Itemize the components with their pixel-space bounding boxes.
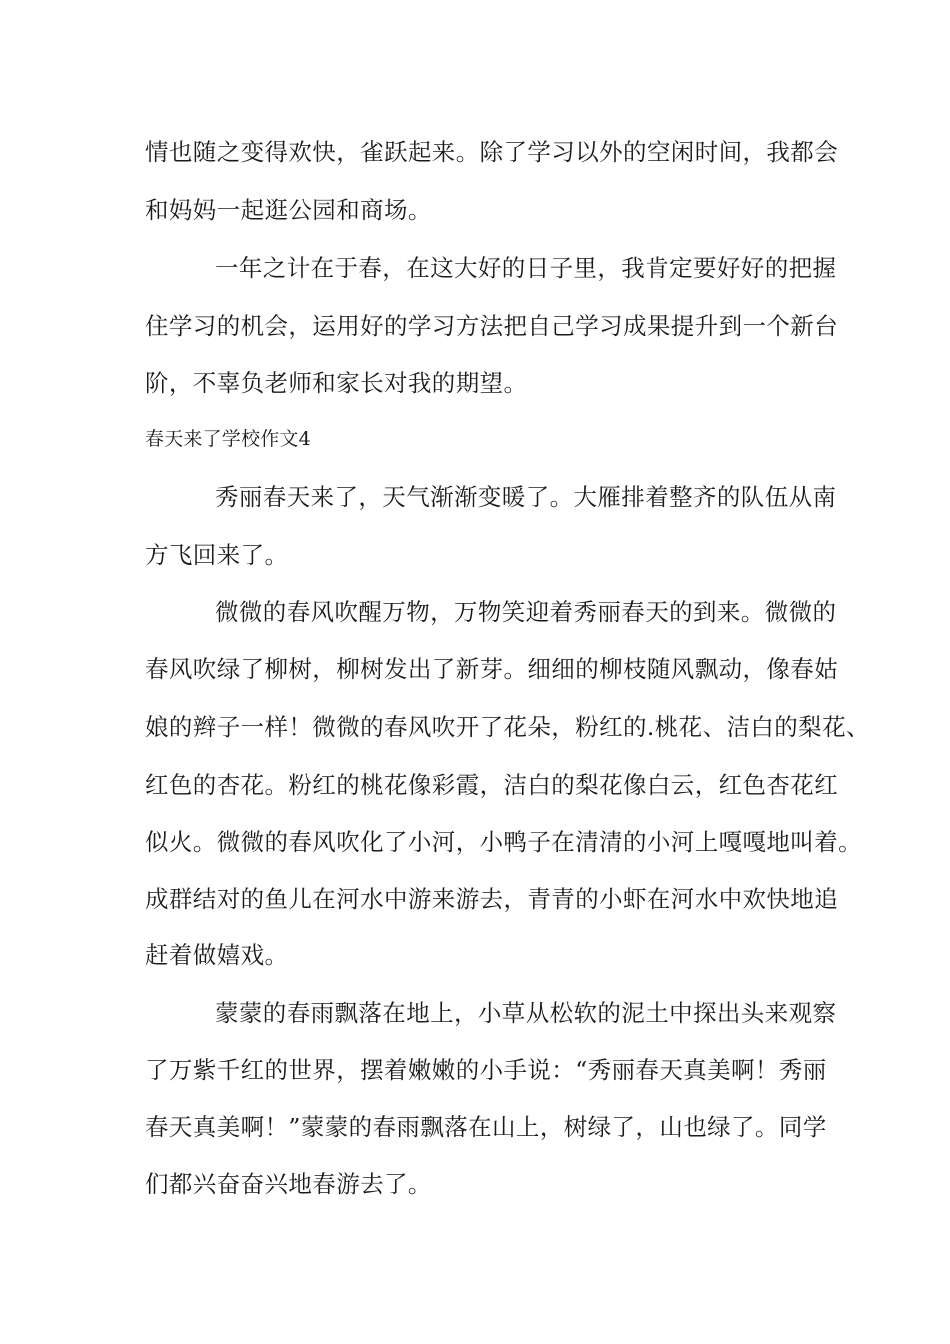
paragraph-line: 成群结对的鱼儿在河水中游来游去，青青的小虾在河水中欢快地追	[145, 885, 839, 913]
paragraph-line: 娘的辫子一样！微微的春风吹开了花朵，粉红的.桃花、洁白的梨花、	[145, 713, 870, 741]
paragraph-line: 春风吹绿了柳树，柳树发出了新芽。细细的柳枝随风飘动，像春姑	[145, 655, 839, 683]
paragraph-line: 住学习的机会，运用好的学习方法把自己学习成果提升到一个新台	[145, 312, 839, 340]
paragraph-line: 情也随之变得欢快，雀跃起来。除了学习以外的空闲时间，我都会	[145, 138, 839, 166]
section-title: 春天来了学校作文4	[145, 428, 311, 450]
paragraph-line: 微微的春风吹醒万物，万物笑迎着秀丽春天的到来。微微的	[215, 598, 837, 626]
paragraph-line: 红色的杏花。粉红的桃花像彩霞，洁白的梨花像白云，红色杏花红	[145, 771, 839, 799]
paragraph-line: 一年之计在于春，在这大好的日子里，我肯定要好好的把握	[215, 254, 837, 282]
paragraph-line: 和妈妈一起逛公园和商场。	[145, 196, 432, 224]
paragraph-line: 方飞回来了。	[145, 541, 289, 569]
paragraph-line: 春天真美啊！”蒙蒙的春雨飘落在山上，树绿了，山也绿了。同学	[145, 1113, 827, 1141]
paragraph-line: 赶着做嬉戏。	[145, 941, 289, 969]
paragraph-line: 蒙蒙的春雨飘落在地上，小草从松软的泥土中探出头来观察	[215, 999, 837, 1027]
paragraph-line: 们都兴奋奋兴地春游去了。	[145, 1170, 432, 1198]
paragraph-line: 了万紫千红的世界，摆着嫩嫩的小手说：“秀丽春天真美啊！秀丽	[145, 1056, 827, 1084]
paragraph-line: 秀丽春天来了，天气渐渐变暖了。大雁排着整齐的队伍从南	[215, 483, 837, 511]
paragraph-line: 阶，不辜负老师和家长对我的期望。	[145, 369, 528, 397]
paragraph-line: 似火。微微的春风吹化了小河，小鸭子在清清的小河上嘎嘎地叫着。	[145, 828, 862, 856]
